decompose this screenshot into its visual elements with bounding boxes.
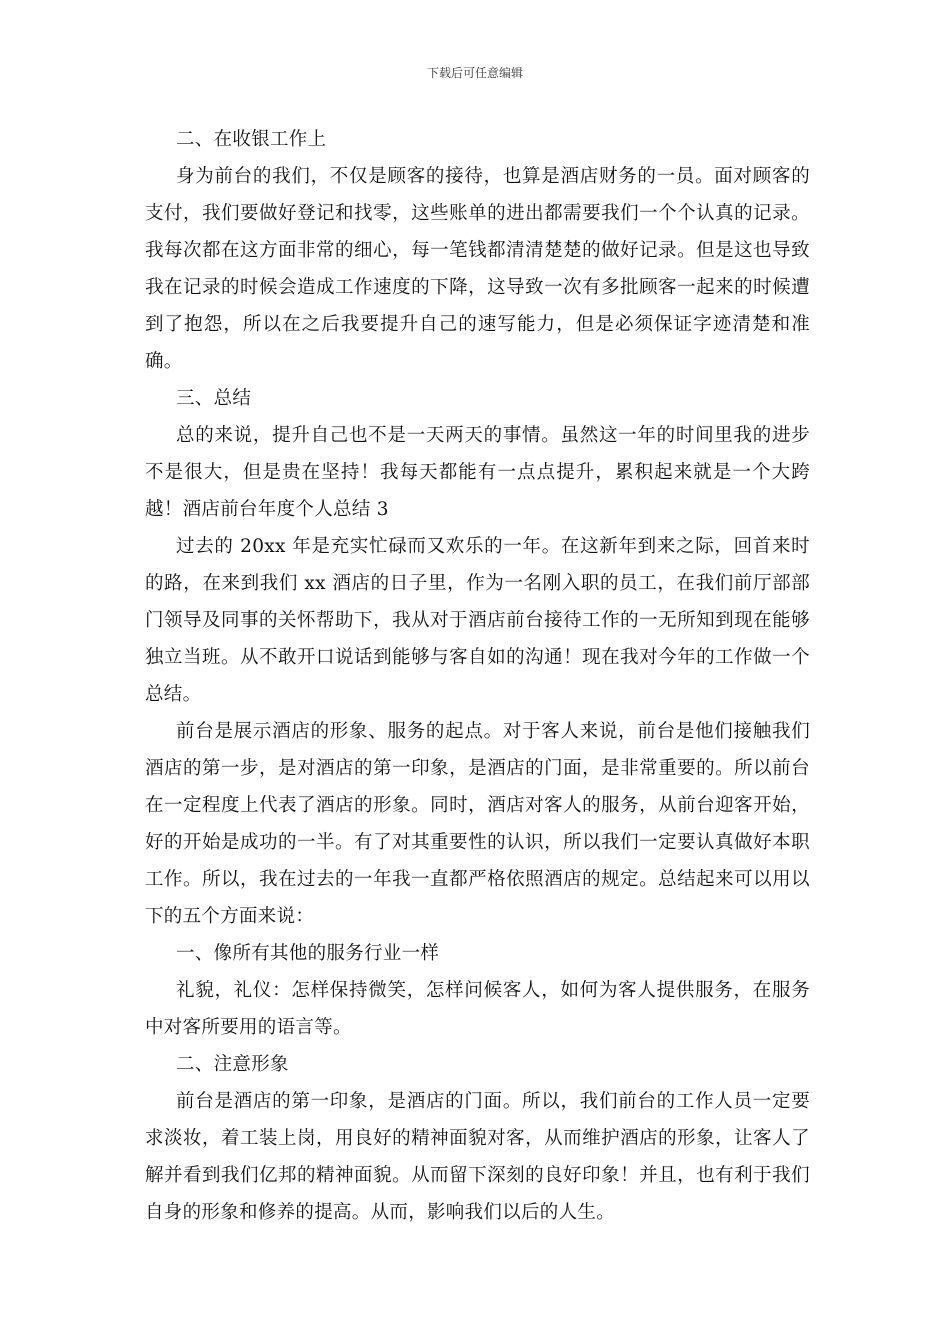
paragraph-summary: 总的来说，提升自己也不是一天两天的事情。虽然这一年的时间里我的进步不是很大，但是贵在坚持！我每天都能有一点点提升，累积起来就是一个大跨越！酒店前台年度个人总结 3 [145,425,810,520]
section-heading-cashier: 二、在收银工作上 [176,129,327,150]
document-body [145,121,810,1231]
section-heading-service: 一、像所有其他的服务行业一样 [176,943,440,964]
paragraph-appearance: 前台是酒店的第一印象，是酒店的门面。所以，我们前台的工作人员一定要求淡妆，着工装上岗，用良好的精神面貌对客，从而维护酒店的形象，让客人了解并看到我们亿邦的精神面貌。从而留下深刻的良好印象！并且，也有利于我们自身的形象和修养的提高。从而，影响我们以后的人生。 [145,1091,810,1223]
section-heading-appearance: 二、注意形象 [176,1054,289,1075]
page-header: 下载后可任意编辑 [426,66,523,80]
paragraph-cashier: 身为前台的我们，不仅是顾客的接待，也算是酒店财务的一员。面对顾客的支付，我们要做好登记和找零，这些账单的进出都需要我们一个个认真的记录。我每次都在这方面非常的细心，每一笔钱都清清楚楚的做好记录。但是这也导致我在记录的时候会造成工作速度的下降，这导致一次有多批顾客一起来的时候遭到了抱怨，所以在之后我要提升自己的速写能力，但是必须保证字迹清楚和准确。 [145,166,810,372]
paragraph-front-desk-image: 前台是展示酒店的形象、服务的起点。对于客人来说，前台是他们接触我们酒店的第一步，是对酒店的第一印象，是酒店的门面，是非常重要的。所以前台在一定程度上代表了酒店的形象。同时，酒店对客人的服务，从前台迎客开始，好的开始是成功的一半。有了对其重要性的认识，所以我们一定要认真做好本职工作。所以，我在过去的一年我一直都严格依照酒店的规定。总结起来可以用以下的五个方面来说： [145,721,810,927]
section-heading-summary: 三、总结 [176,388,252,409]
paragraph-past-year: 过去的 20xx 年是充实忙碌而又欢乐的一年。在这新年到来之际，回首来时的路，在来到我们 xx 酒店的日子里，作为一名刚入职的员工，在我们前厅部部门领导及同事的关怀帮助下，我从对于酒店前台接待工作的一无所知到现在能够独立当班。从不敢开口说话到能够与客自如的沟通！现在我对今年的工作做一个总结。 [145,536,810,705]
paragraph-etiquette: 礼貌，礼仪：怎样保持微笑，怎样问候客人，如何为客人提供服务，在服务中对客所要用的语言等。 [145,980,810,1038]
